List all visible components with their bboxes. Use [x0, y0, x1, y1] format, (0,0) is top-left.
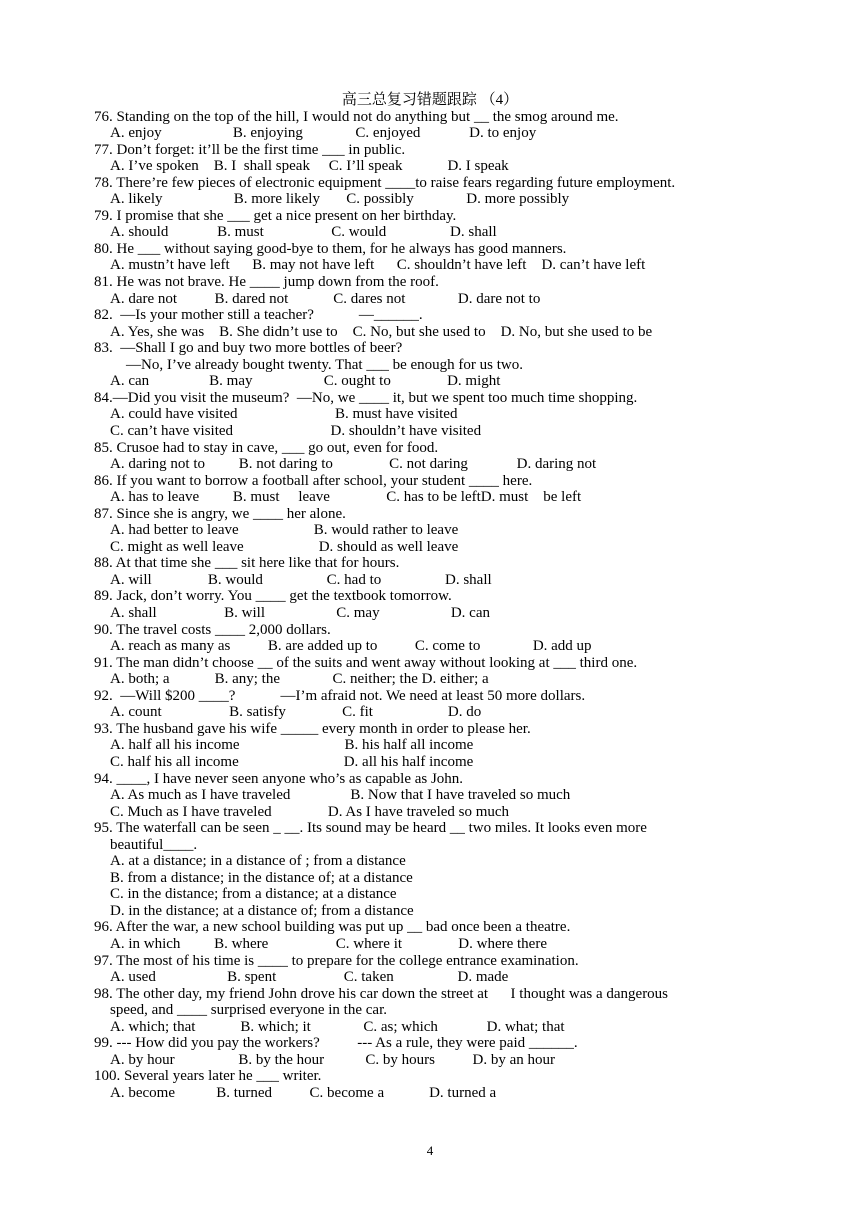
answer-line: C. Much as I have traveled D. As I have traveled so much	[110, 803, 510, 820]
question-stem: 85. Crusoe had to stay in cave, ___ go out, even for food.	[94, 439, 439, 456]
question-stem: 90. The travel costs ____ 2,000 dollars.	[94, 621, 331, 638]
answer-line: D. in the distance; at a distance of; from a distance	[110, 902, 414, 919]
answer-line: A. which; that B. which; it C. as; which D. what; that	[110, 1018, 565, 1035]
answer-line: beautiful____.	[110, 836, 198, 853]
answer-line: C. half his all income D. all his half income	[110, 753, 474, 770]
answer-line: A. likely B. more likely C. possibly D. more possibly	[110, 191, 570, 208]
answer-line: C. in the distance; from a distance; at a distance	[110, 886, 397, 903]
answer-line: A. should B. must C. would D. shall	[110, 224, 497, 241]
answer-line: —No, I’ve already bought twenty. That ___ be enough for us two.	[126, 356, 523, 373]
answer-line: speed, and ____ surprised everyone in the car.	[110, 1002, 387, 1019]
page-number: 4	[426, 1143, 434, 1158]
question-stem: 89. Jack, don’t worry. You ____ get the textbook tomorrow.	[94, 588, 452, 605]
question-stem: 95. The waterfall can be seen _ __. Its sound may be heard __ two miles. It looks even more	[94, 820, 647, 837]
answer-line: A. at a distance; in a distance of ; from a distance	[110, 853, 406, 870]
question-stem: 77. Don’t forget: it’ll be the first time ___ in public.	[94, 141, 406, 158]
answer-line: A. become B. turned C. become a D. turned a	[110, 1084, 497, 1101]
question-stem: 86. If you want to borrow a football after school, your student ____ here.	[94, 472, 533, 489]
answer-line: A. daring not to B. not daring to C. not daring D. daring not	[110, 456, 597, 473]
question-stem: 81. He was not brave. He ____ jump down from the roof.	[94, 274, 439, 290]
question-stem: 92. —Will $200 ____? —I’m afraid not. We need at least 50 more dollars.	[94, 687, 586, 704]
question-stem: 82. —Is your mother still a teacher? —______.	[94, 307, 423, 324]
question-stem: 83. —Shall I go and buy two more bottles of beer?	[94, 340, 403, 357]
question-stem: 87. Since she is angry, we ____ her alone.	[94, 505, 346, 522]
question-stem: 80. He ___ without saying good-bye to them, for he always has good manners.	[94, 240, 567, 257]
answer-line: A. could have visited B. must have visited	[110, 406, 458, 423]
question-stem: 94. ____, I have never seen anyone who’s as capable as John.	[94, 770, 464, 787]
question-stem: 91. The man didn’t choose __ of the suits and went away without looking at ___ third one.	[94, 654, 638, 671]
answer-line: A. in which B. where C. where it D. where there	[110, 936, 547, 952]
answer-line: A. can B. may C. ought to D. might	[110, 373, 501, 390]
question-stem: 76. Standing on the top of the hill, I would not do anything but __ the smog around me.	[94, 108, 619, 125]
answer-line: A. mustn’t have left B. may not have left C. shouldn’t have left D. can’t have left	[110, 257, 646, 274]
question-stem: 96. After the war, a new school building was put up __ bad once been a theatre.	[94, 919, 571, 936]
question-stem: 97. The most of his time is ____ to prepare for the college entrance examination.	[94, 952, 579, 969]
question-stem: 79. I promise that she ___ get a nice present on her birthday.	[94, 207, 457, 224]
answer-line: A. has to leave B. must leave C. has to be leftD. must be left	[110, 489, 582, 506]
answer-line: A. count B. satisfy C. fit D. do	[110, 704, 482, 721]
question-stem: 78. There’re few pieces of electronic equipment ____to raise fears regarding future employment.	[94, 174, 676, 191]
answer-line: A. shall B. will C. may D. can	[110, 605, 490, 621]
answer-line: A. will B. would C. had to D. shall	[110, 571, 492, 588]
answer-line: A. used B. spent C. taken D. made	[110, 969, 509, 986]
page-title: 高三总复习错题跟踪 （4）	[341, 92, 519, 108]
answer-line: A. had better to leave B. would rather to leave	[110, 522, 459, 539]
question-stem: 84.—Did you visit the museum? —No, we ____ it, but we spent too much time shopping.	[94, 389, 638, 406]
question-stem: 99. --- How did you pay the workers? --- As a rule, they were paid ______.	[94, 1035, 578, 1052]
answer-line: A. half all his income B. his half all income	[110, 737, 474, 754]
question-stem: 88. At that time she ___ sit here like that for hours.	[94, 555, 400, 572]
question-stem: 100. Several years later he ___ writer.	[94, 1068, 322, 1085]
answer-line: A. enjoy B. enjoying C. enjoyed D. to enjoy	[110, 125, 537, 142]
answer-line: A. Yes, she was B. She didn’t use to C. No, but she used to D. No, but she used to be	[110, 323, 653, 340]
answer-line: A. dare not B. dared not C. dares not D. dare not to	[110, 290, 541, 307]
answer-line: A. by hour B. by the hour C. by hours D. by an hour	[110, 1051, 555, 1068]
answer-line: A. I’ve spoken B. I shall speak C. I’ll speak D. I speak	[110, 158, 509, 175]
answer-line: A. reach as many as B. are added up to C. come to D. add up	[110, 638, 592, 655]
answer-line: A. both; a B. any; the C. neither; the D. either; a	[110, 671, 489, 688]
answer-line: C. can’t have visited D. shouldn’t have visited	[110, 422, 482, 439]
answer-line: B. from a distance; in the distance of; at a distance	[110, 869, 413, 886]
answer-line: C. might as well leave D. should as well leave	[110, 538, 459, 555]
answer-line: A. As much as I have traveled B. Now that I have traveled so much	[110, 787, 571, 804]
question-stem: 98. The other day, my friend John drove his car down the street at I thought was a dangerous	[94, 985, 669, 1002]
question-stem: 93. The husband gave his wife _____ every month in order to please her.	[94, 720, 531, 737]
